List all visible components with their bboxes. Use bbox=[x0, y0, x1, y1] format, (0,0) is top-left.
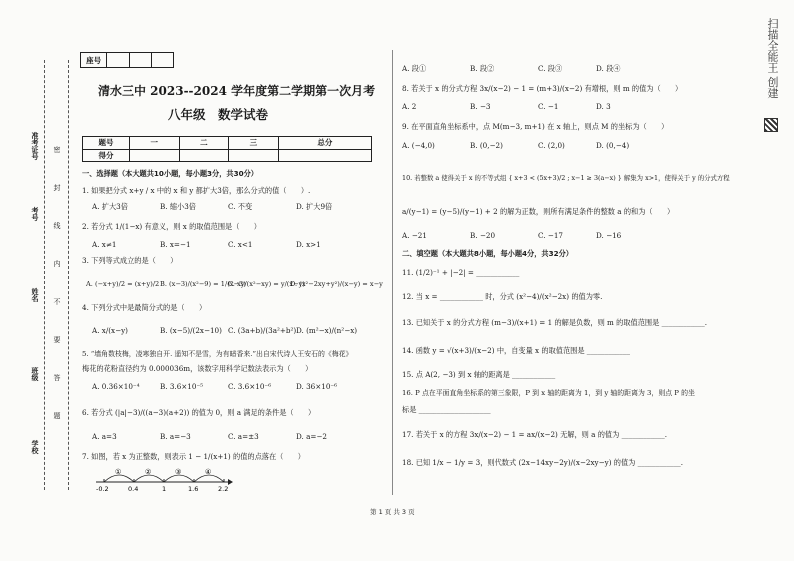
question-17: 17. 若关于 x 的方程 3x/(x−2) − 1 = ax/(x−2) 无解，则 a 的值为 ____________. bbox=[402, 430, 667, 439]
q9-option-d[interactable]: D. (0,−4) bbox=[596, 141, 630, 150]
q2-option-a[interactable]: A. x≠1 bbox=[92, 240, 117, 249]
q9-option-b[interactable]: B. (0,−2) bbox=[470, 141, 503, 150]
question-6: 6. 若分式 (|a|−3)/((a−3)(a+2)) 的值为 0，则 a 满足的条件是（ ） bbox=[82, 408, 316, 417]
binding-label: 考号 bbox=[31, 207, 39, 221]
tick-label: 1 bbox=[162, 485, 167, 492]
q4-option-c[interactable]: C. (3a+b)/(3a²+b²) bbox=[228, 326, 297, 335]
question-14: 14. 函数 y = √(x+3)/(x−2) 中，自变量 x 的取值范围是 ____________ bbox=[402, 346, 630, 355]
scanner-watermark: 扫描全能王 创建 bbox=[766, 18, 779, 99]
question-3: 3. 下列等式成立的是（ ） bbox=[82, 256, 178, 265]
q8-option-b[interactable]: B. −3 bbox=[470, 102, 491, 111]
score-col-header: 题号 bbox=[83, 137, 130, 150]
q1-option-d[interactable]: D. 扩大9倍 bbox=[296, 202, 333, 211]
question-2: 2. 若分式 1/(1−x) 有意义，则 x 的取值范围是（ ） bbox=[82, 222, 261, 231]
section-1-title: 一、选择题（本大题共10小题，每小题3分，共30分） bbox=[82, 169, 258, 178]
section-2-title: 二、填空题（本大题共8小题，每小题4分，共32分） bbox=[402, 249, 573, 258]
q7-option-b[interactable]: B. 段② bbox=[470, 64, 495, 73]
question-11: 11. (1/2)⁻¹ + |−2| = ____________ bbox=[402, 268, 520, 277]
column-divider bbox=[392, 50, 393, 495]
q10-option-c[interactable]: C. −17 bbox=[538, 231, 563, 240]
tick-label: 1.6 bbox=[188, 485, 199, 492]
score-table bbox=[82, 136, 372, 162]
seat-label: 座号 bbox=[81, 53, 107, 68]
question-10-line-2: a/(y−1) = (y−5)/(y−1) + 2 的解为正数，则所有满足条件的整数 a 的和为（ ） bbox=[402, 207, 675, 216]
binding-line bbox=[68, 60, 69, 490]
question-4: 4. 下列分式中是最简分式的是（ ） bbox=[82, 303, 207, 312]
q9-option-c[interactable]: C. (2,0) bbox=[538, 141, 565, 150]
binding-label: 学校 bbox=[31, 440, 39, 454]
q7-option-d[interactable]: D. 段④ bbox=[596, 64, 621, 73]
score-col-header: 一 bbox=[130, 137, 180, 150]
tick-label: 2.2 bbox=[218, 485, 229, 492]
seat-cell[interactable] bbox=[107, 53, 129, 68]
q4-option-b[interactable]: B. (x−5)/(2x−10) bbox=[160, 326, 222, 335]
q6-option-a[interactable]: A. a=3 bbox=[92, 432, 117, 441]
question-7: 7. 如图，若 x 为正整数，则表示 1 − 1/(x+1) 的值的点落在（ ） bbox=[82, 452, 305, 461]
seal-char: 不 bbox=[53, 298, 61, 305]
seat-number-box bbox=[80, 52, 174, 68]
binding-label: 班级 bbox=[31, 367, 39, 381]
q3-option-d[interactable]: D. (x²−2xy+y²)/(x−y) = x−y bbox=[290, 280, 383, 288]
q2-option-b[interactable]: B. x=−1 bbox=[160, 240, 191, 249]
q10-option-d[interactable]: D. −16 bbox=[596, 231, 622, 240]
seal-char: 封 bbox=[53, 184, 61, 191]
score-col-header: 二 bbox=[179, 137, 229, 150]
q1-option-b[interactable]: B. 缩小3倍 bbox=[160, 202, 196, 211]
segment-mark: ③ bbox=[175, 468, 182, 476]
score-cell[interactable] bbox=[229, 149, 279, 162]
binding-label: 姓名 bbox=[31, 288, 39, 302]
q4-option-d[interactable]: D. (m²−x)/(n²−x) bbox=[296, 326, 358, 335]
q10-option-b[interactable]: B. −20 bbox=[470, 231, 496, 240]
question-8: 8. 若关于 x 的分式方程 3x/(x−2) − 1 = (m+3)/(x−2) 有增根，则 m 的值为（ ） bbox=[402, 84, 683, 93]
exam-title: 清水三中 2023--2024 学年度第二学期第一次月考 bbox=[98, 84, 376, 98]
seal-char: 要 bbox=[53, 336, 61, 343]
q1-option-a[interactable]: A. 扩大3倍 bbox=[92, 202, 128, 211]
q6-option-c[interactable]: C. a=±3 bbox=[228, 432, 259, 441]
score-cell[interactable] bbox=[278, 149, 371, 162]
q5-option-b[interactable]: B. 3.6×10⁻⁵ bbox=[160, 382, 204, 391]
seat-cell[interactable] bbox=[129, 53, 151, 68]
seal-char: 答 bbox=[53, 374, 61, 381]
question-1: 1. 如果把分式 x+y / x 中的 x 和 y 都扩大3倍，那么分式的值（ ）. bbox=[82, 186, 311, 195]
q10-option-a[interactable]: A. −21 bbox=[402, 231, 427, 240]
q1-option-c[interactable]: C. 不变 bbox=[228, 202, 253, 211]
tick-label: -0.2 bbox=[96, 485, 109, 492]
question-16-line-2: 标是 ____________________ bbox=[402, 405, 491, 414]
q5-option-a[interactable]: A. 0.36×10⁻⁴ bbox=[92, 382, 140, 391]
q5-option-c[interactable]: C. 3.6×10⁻⁶ bbox=[228, 382, 272, 391]
page-footer: 第 1 页 共 3 页 bbox=[370, 508, 415, 516]
q4-option-a[interactable]: A. x/(x−y) bbox=[92, 326, 128, 335]
score-row-label: 得分 bbox=[83, 149, 130, 162]
seal-char: 线 bbox=[53, 222, 61, 229]
tick-label: 0.4 bbox=[128, 485, 139, 492]
score-col-header: 总分 bbox=[278, 137, 371, 150]
q3-option-a[interactable]: A. (−x+y)/2 = (x+y)/2 bbox=[86, 280, 160, 288]
score-cell[interactable] bbox=[130, 149, 180, 162]
question-5-line-2: 梅花的花粉直径约为 0.000036m，该数字用科学记数法表示为（ ） bbox=[82, 364, 313, 373]
question-16-line-1: 16. P 点在平面直角坐标系的第三象限，P 到 x 轴的距离为 1，到 y 轴的距离为 3，则点 P 的坐 bbox=[402, 389, 695, 397]
q8-option-c[interactable]: C. −1 bbox=[538, 102, 559, 111]
seal-char: 题 bbox=[53, 412, 61, 419]
q2-option-d[interactable]: D. x>1 bbox=[296, 240, 321, 249]
binding-label: 准考证号 bbox=[31, 132, 39, 160]
q6-option-b[interactable]: B. a=−3 bbox=[160, 432, 191, 441]
q6-option-d[interactable]: D. a=−2 bbox=[296, 432, 327, 441]
number-line-figure bbox=[94, 466, 234, 492]
q7-option-c[interactable]: C. 段③ bbox=[538, 64, 563, 73]
question-18: 18. 已知 1/x − 1/y = 3，则代数式 (2x−14xy−2y)/(x−2xy−y) 的值为 ____________. bbox=[402, 458, 684, 467]
seat-cell[interactable] bbox=[151, 53, 173, 68]
question-5-line-1: 5. “墙角数枝梅，凌寒独自开. 遥知不是雪，为有暗香来.”出自宋代诗人王安石的《梅花》 bbox=[82, 350, 353, 358]
q8-option-a[interactable]: A. 2 bbox=[402, 102, 417, 111]
seal-char: 内 bbox=[53, 260, 61, 267]
segment-mark: ② bbox=[145, 468, 152, 476]
binding-line bbox=[44, 60, 45, 490]
q3-option-b[interactable]: B. (x−3)/(x²−9) = 1/(x−3) bbox=[160, 280, 246, 288]
q5-option-d[interactable]: D. 36×10⁻⁶ bbox=[296, 382, 338, 391]
q7-option-a[interactable]: A. 段① bbox=[402, 64, 427, 73]
question-9: 9. 在平面直角坐标系中，点 M(m−3, m+1) 在 x 轴上，则点 M 的坐标为（ ） bbox=[402, 122, 669, 131]
q3-option-c[interactable]: C. xy/(x²−xy) = y/(x−y) bbox=[228, 280, 305, 288]
exam-subtitle: 八年级 数学试卷 bbox=[168, 107, 269, 122]
q2-option-c[interactable]: C. x<1 bbox=[228, 240, 253, 249]
score-cell[interactable] bbox=[179, 149, 229, 162]
question-12: 12. 当 x = ____________ 时，分式 (x²−4)/(x²−2x) 的值为零. bbox=[402, 292, 603, 301]
score-col-header: 三 bbox=[229, 137, 279, 150]
question-15: 15. 点 A(2, −3) 到 x 轴的距离是 ____________ bbox=[402, 370, 556, 379]
question-10-line-1: 10. 若整数 a 使得关于 x 的不等式组 { x+3 < (5x+3)/2 ; x−1 ≥ 3(a−x) } 解集为 x>1，使得关于 y 的分式方程 bbox=[402, 174, 730, 182]
question-13: 13. 已知关于 x 的分式方程 (m−3)/(x+1) = 1 的解是负数，则 m 的取值范围是 ____________. bbox=[402, 318, 707, 327]
qr-code-icon bbox=[764, 118, 778, 132]
q8-option-d[interactable]: D. 3 bbox=[596, 102, 611, 111]
segment-mark: ① bbox=[115, 468, 122, 476]
q9-option-a[interactable]: A. (−4,0) bbox=[402, 141, 435, 150]
segment-mark: ④ bbox=[205, 468, 212, 476]
seal-char: 密 bbox=[53, 146, 61, 153]
